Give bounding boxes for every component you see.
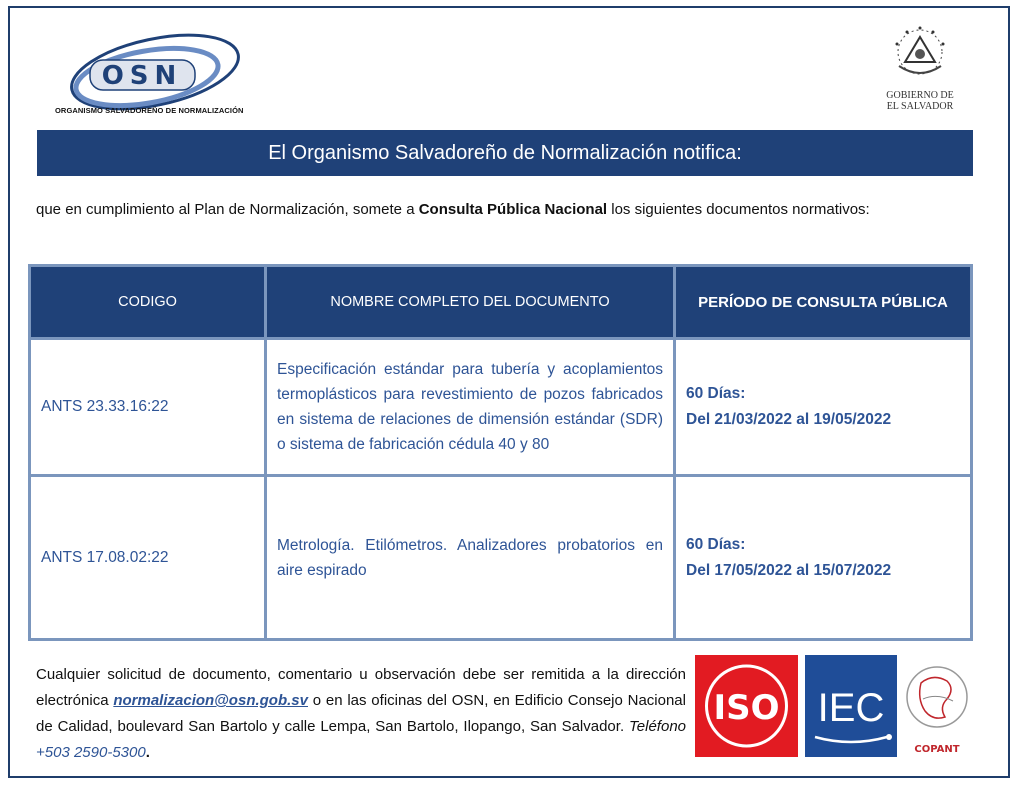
header-codigo: CODIGO: [30, 266, 266, 339]
documents-table: [28, 264, 973, 641]
email-link[interactable]: normalizacion@osn.gob.sv: [113, 692, 308, 709]
phone-number[interactable]: +503 2590-5300: [36, 744, 146, 761]
coat-of-arms-icon: [885, 20, 955, 85]
row-days: 60 Días:: [686, 535, 746, 553]
gobierno-logo: [880, 20, 960, 115]
iso-logo: [695, 655, 798, 757]
row-days: 60 Días:: [686, 385, 746, 403]
phone-label: Teléfono: [629, 718, 686, 735]
row-period: [675, 476, 972, 640]
gobierno-line1: GOBIERNO DE: [886, 90, 954, 101]
notice-banner: El Organismo Salvadoreño de Normalización notifica:: [37, 130, 973, 176]
row-name: Metrología. Etilómetros. Analizadores probatorios en aire espirado: [266, 476, 675, 640]
intro-bold: Consulta Pública Nacional: [418, 201, 608, 218]
contact-text2: o en las oficinas del OSN, en Edificio Consejo Nacional de Calidad, boulevard San Bartolo y calle Lempa, San Bartolo, Ilopango, San Salvador.: [36, 692, 686, 735]
row-range: Del 21/03/2022 al 19/05/2022: [686, 411, 892, 429]
copant-text: COPANT: [914, 744, 960, 755]
osn-caption: ORGANISMO SALVADOREÑO DE NORMALIZACIÓN: [55, 106, 244, 115]
osn-logo-text: OSN: [101, 61, 183, 91]
intro-paragraph: [36, 197, 960, 223]
header-nombre: NOMBRE COMPLETO DEL DOCUMENTO: [266, 266, 675, 339]
table-row: [30, 339, 972, 476]
row-code: ANTS 17.08.02:22: [30, 476, 266, 640]
iec-logo: [805, 655, 897, 757]
row-name: Especificación estándar para tubería y acoplamientos termoplásticos para revestimiento de pozos fabricados en sistema de relaciones de dimensión estándar (SDR) o sistema de fabricación cédula 40 y 80: [266, 339, 675, 476]
header-periodo: PERÍODO DE CONSULTA PÚBLICA: [675, 266, 972, 339]
contact-text1: Cualquier solicitud de documento, comentario u observación debe ser remitida a la dirección electrónica: [36, 666, 686, 709]
copant-logo: [903, 655, 971, 757]
intro-text-after: los siguientes documentos normativos:: [607, 201, 870, 218]
row-range: Del 17/05/2022 al 15/07/2022: [686, 561, 892, 579]
intro-text-before: que en cumplimiento al Plan de Normalización, somete a: [36, 201, 419, 218]
contact-paragraph: [36, 662, 686, 766]
gobierno-line2: EL SALVADOR: [886, 101, 954, 112]
iso-text: ISO: [713, 688, 780, 728]
table-header-row: [30, 266, 972, 339]
iec-text: IEC: [817, 686, 885, 730]
row-code: ANTS 23.33.16:22: [30, 339, 266, 476]
row-period: [675, 339, 972, 476]
table-row: [30, 476, 972, 640]
contact-end: .: [145, 744, 150, 761]
